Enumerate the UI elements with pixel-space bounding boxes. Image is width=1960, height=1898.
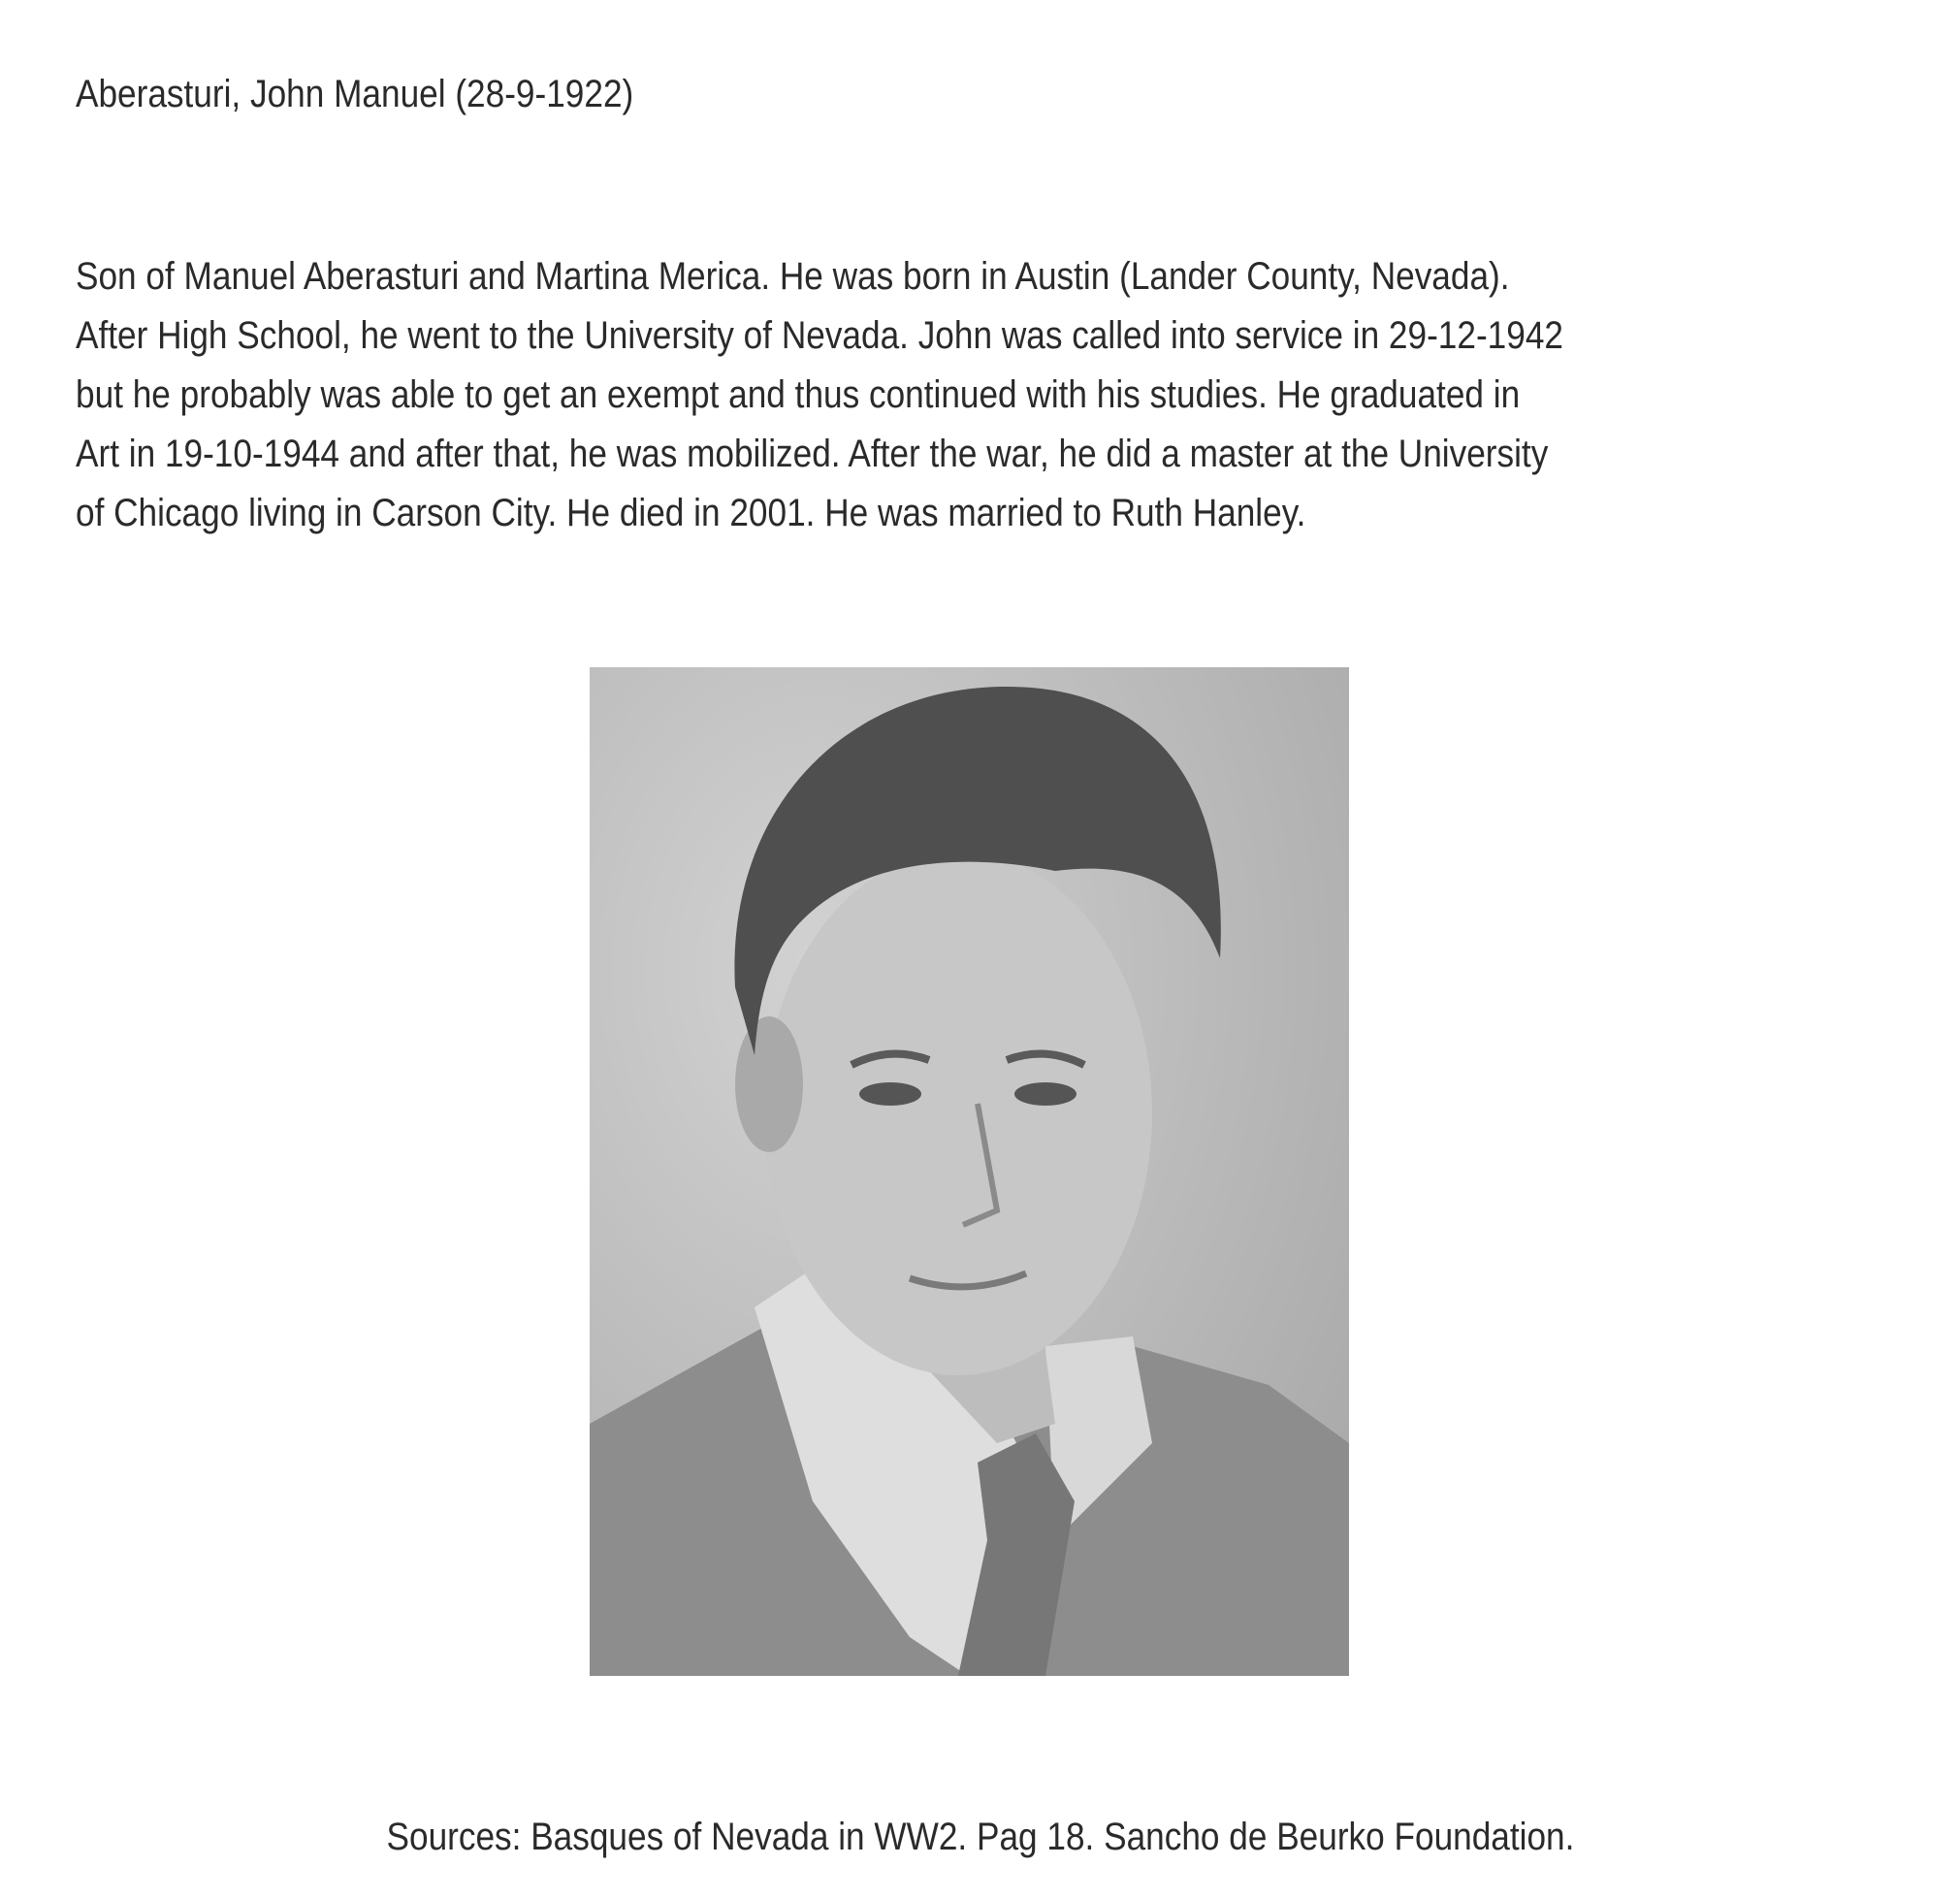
document-title: Aberasturi, John Manuel (28-9-1922) <box>76 73 634 115</box>
portrait-photo <box>590 667 1349 1676</box>
paragraph-line: After High School, he went to the University of Nevada. John was called into service in 29-12-1942 <box>76 314 1563 357</box>
paragraph-line: but he probably was able to get an exempt and thus continued with his studies. He graduated in <box>76 373 1521 416</box>
paragraph-line: Son of Manuel Aberasturi and Martina Merica. He was born in Austin (Lander County, Nevada). <box>76 255 1510 298</box>
paragraph-line: of Chicago living in Carson City. He died in 2001. He was married to Ruth Hanley. <box>76 492 1306 534</box>
sources-caption <box>0 1813 1960 1861</box>
sources-text: Sources: Basques of Nevada in WW2. Pag 18. Sancho de Beurko Foundation. <box>386 1816 1574 1858</box>
paragraph-line: Art in 19-10-1944 and after that, he was mobilized. After the war, he did a master at the University <box>76 433 1549 475</box>
